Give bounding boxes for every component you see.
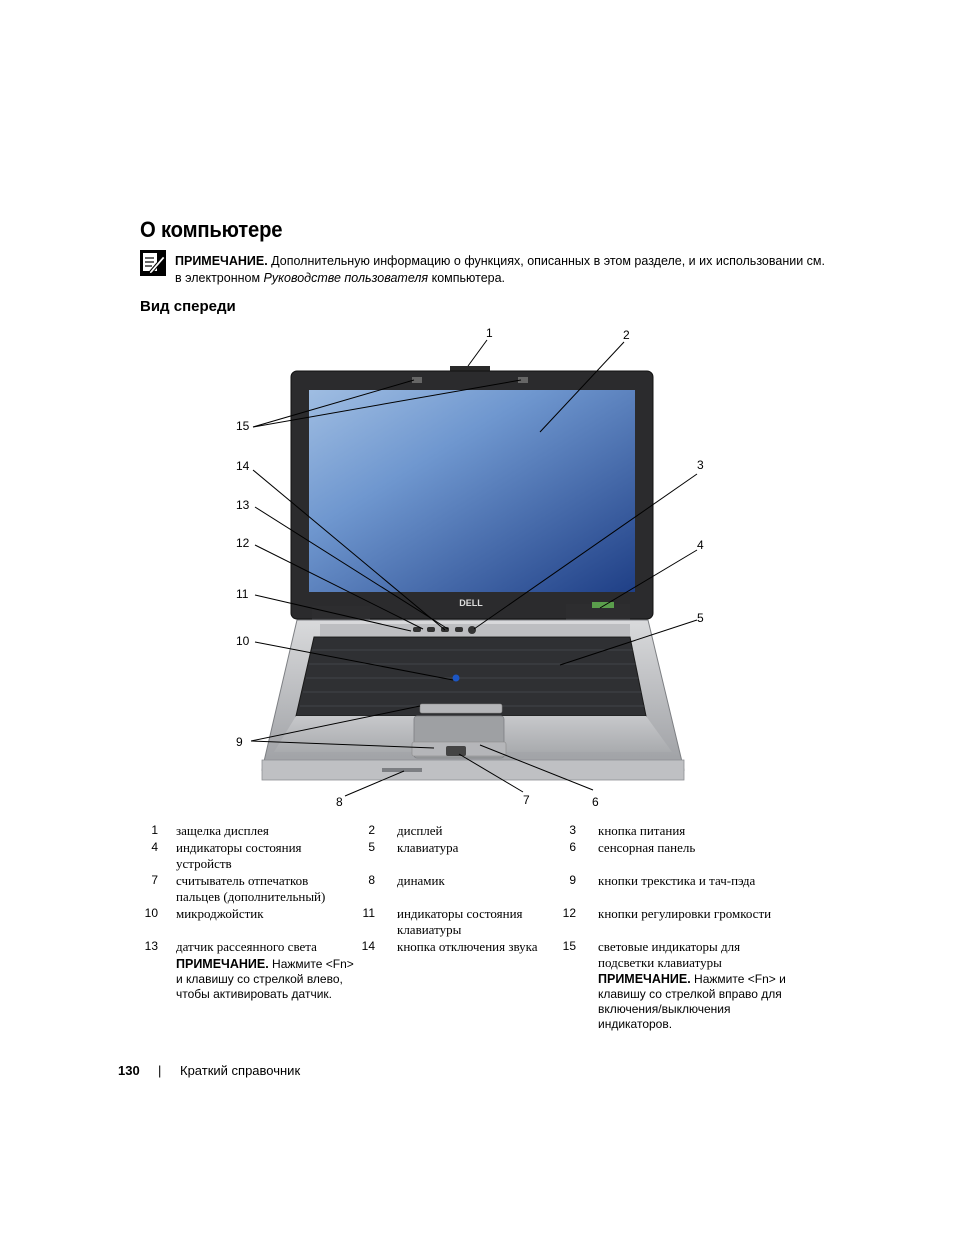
pointing-stick	[453, 675, 460, 682]
callout-4: 4	[697, 538, 704, 552]
note-text-1: Дополнительную информацию о функциях, описанных в этом разделе, и их использовании см. в электронном	[175, 254, 825, 285]
callout-12: 12	[236, 536, 250, 550]
legend-num: 5	[368, 840, 375, 854]
legend-text: динамик	[397, 873, 445, 888]
legend-text: датчик рассеянного света	[176, 939, 317, 954]
footer-title: Краткий справочник	[180, 1063, 301, 1078]
callout-8: 8	[336, 795, 343, 809]
legend-num: 7	[151, 873, 158, 887]
status-lights	[592, 602, 614, 608]
legend-num: 1	[151, 823, 158, 837]
note-text-italic: Руководстве пользователя	[263, 271, 429, 285]
legend-note-13	[176, 957, 354, 1002]
legend-text: дисплей	[397, 823, 443, 838]
legend-num: 4	[151, 840, 158, 854]
footer-separator: |	[158, 1063, 162, 1078]
callout-5: 5	[697, 611, 704, 625]
legend-num: 12	[562, 906, 576, 920]
legend-num: 13	[144, 939, 158, 953]
callout-11: 11	[236, 587, 249, 601]
callout-14: 14	[236, 459, 250, 473]
legend-note-label: ПРИМЕЧАНИЕ.	[176, 957, 269, 971]
fingerprint-reader	[446, 746, 466, 756]
legend-text: кнопка питания	[598, 823, 686, 838]
callout-15: 15	[236, 419, 250, 433]
legend-note-text: Нажмите <Fn> и клавишу со стрелкой вправо для включения/выключения индикаторов.	[598, 972, 786, 1031]
legend-text: сенсорная панель	[598, 840, 696, 855]
legend-text: кнопки регулировки громкости	[598, 906, 772, 921]
section-title: Вид спереди	[140, 298, 236, 315]
legend-note-label: ПРИМЕЧАНИЕ.	[598, 972, 691, 986]
callout-9: 9	[236, 735, 243, 749]
legend-text: микроджойстик	[176, 906, 264, 921]
legend-note-15	[598, 972, 803, 1032]
callout-2: 2	[623, 328, 630, 342]
legend-num: 6	[569, 840, 576, 854]
legend-note-text: Нажмите <Fn> и клавишу со стрелкой влево, чтобы активировать датчик.	[176, 957, 354, 1001]
legend-num: 2	[368, 823, 375, 837]
legend-num: 10	[144, 906, 158, 920]
display-screen	[309, 390, 635, 592]
legend-text: индикаторы состояния клавиатуры	[397, 906, 523, 937]
page-title: О компьютере	[140, 217, 283, 242]
callout-3: 3	[697, 458, 704, 472]
legend-num: 3	[569, 823, 576, 837]
legend-text: кнопки трекстика и тач-пэда	[598, 873, 756, 888]
legend-text: индикаторы состояния устройств	[176, 840, 302, 871]
brand-logo: DELL	[459, 598, 483, 608]
legend-text: считыватель отпечатков пальцев (дополнительный)	[176, 873, 326, 904]
legend-num: 8	[368, 873, 375, 887]
legend-text: клавиатура	[397, 840, 459, 855]
legend-num: 11	[362, 906, 375, 920]
front-edge	[262, 760, 684, 780]
note-text-2: компьютера.	[428, 271, 506, 285]
legend-text: кнопка отключения звука	[397, 939, 538, 954]
note-label: ПРИМЕЧАНИЕ.	[175, 254, 268, 268]
callout-7: 7	[523, 793, 530, 807]
trackstick-buttons	[420, 704, 502, 713]
page-number: 130	[118, 1063, 140, 1078]
legend-text: световые индикаторы для подсветки клавиатуры	[598, 939, 741, 970]
legend-num: 14	[361, 939, 375, 953]
callout-10: 10	[236, 634, 250, 648]
legend-text: защелка дисплея	[176, 823, 269, 838]
legend-num: 9	[569, 873, 576, 887]
legend-num: 15	[562, 939, 576, 953]
callout-6: 6	[592, 795, 599, 809]
callout-13: 13	[236, 498, 250, 512]
callout-1: 1	[486, 326, 493, 340]
